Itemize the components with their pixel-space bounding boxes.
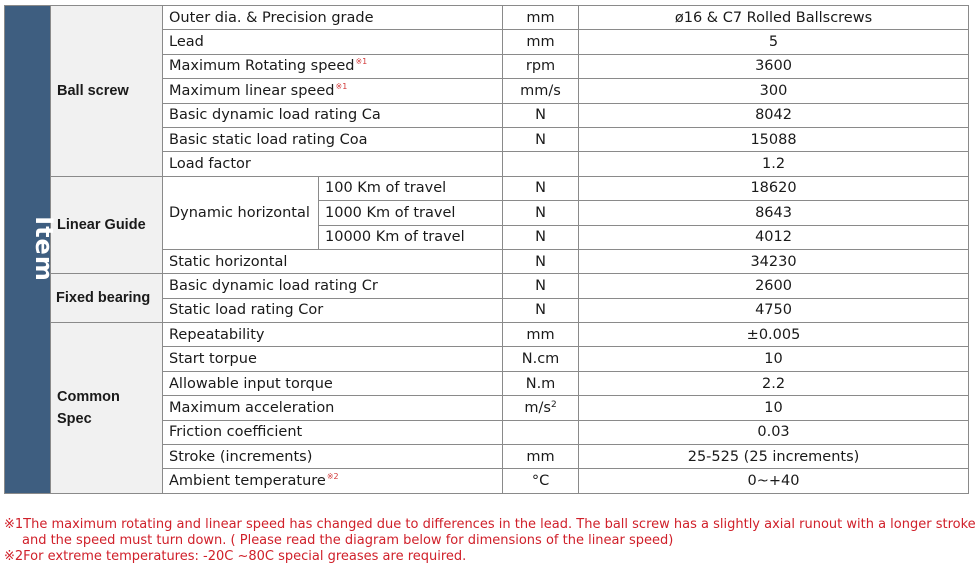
spec-value: 0.03 [579, 420, 969, 444]
spec-value: 1.2 [579, 152, 969, 176]
unit-text: m/s [524, 399, 551, 416]
spec-unit: mm [503, 30, 579, 54]
spec-value: 25-525 (25 increments) [579, 445, 969, 469]
travel-label: 10000 Km of travel [319, 225, 503, 249]
spec-unit: mm [503, 6, 579, 30]
spec-label [163, 469, 503, 493]
spec-value: 300 [579, 79, 969, 103]
spec-label: Static horizontal [163, 249, 503, 273]
spec-value: 3600 [579, 54, 969, 78]
spec-value: 10 [579, 396, 969, 420]
spec-label: Basic dynamic load rating Cr [163, 274, 503, 298]
spec-label: Friction coefficient [163, 420, 503, 444]
dynamic-horizontal-label: Dynamic horizontal [163, 176, 319, 249]
spec-label: Basic static load rating Coa [163, 127, 503, 151]
spec-unit: N [503, 127, 579, 151]
spec-label-text: Maximum linear speed [169, 82, 335, 99]
footnote-ref: ※2 [326, 472, 339, 482]
spec-value: ø16 & C7 Rolled Ballscrews [579, 6, 969, 30]
spec-value: 0~+40 [579, 469, 969, 493]
spec-label: Stroke (increments) [163, 445, 503, 469]
group-fixed-bearing: Fixed bearing [51, 274, 163, 323]
item-band [5, 6, 58, 494]
spec-table [4, 5, 969, 494]
spec-label [163, 79, 503, 103]
spec-label: Static load rating Cor [163, 298, 503, 322]
footnote-1-text: The maximum rotating and linear speed has changed due to differences in the lead. The ball screw has a slightly axial runout with a longer stroke [23, 517, 976, 532]
group-common-spec-line1: Common [57, 388, 120, 405]
spec-value: 15088 [579, 127, 969, 151]
table-row [5, 323, 969, 347]
group-linear-guide: Linear Guide [51, 176, 163, 274]
spec-value: 18620 [579, 176, 969, 200]
spec-label-text: Maximum Rotating speed [169, 58, 355, 75]
spec-label: Basic dynamic load rating Ca [163, 103, 503, 127]
footnote-ref: ※1 [335, 81, 348, 91]
table-row [5, 176, 969, 200]
footnote-1-mark: ※1 [4, 517, 24, 532]
spec-value: 5 [579, 30, 969, 54]
spec-unit: mm [503, 323, 579, 347]
spec-value: 4750 [579, 298, 969, 322]
spec-unit: mm/s [503, 79, 579, 103]
spec-unit [503, 396, 579, 420]
spec-value: 2.2 [579, 371, 969, 395]
travel-label: 100 Km of travel [319, 176, 503, 200]
spec-unit: N [503, 201, 579, 225]
group-common-spec-line2: Spec [57, 410, 92, 427]
spec-value: 4012 [579, 225, 969, 249]
spec-unit: °C [503, 469, 579, 493]
footnote-2 [4, 549, 466, 564]
spec-value: 34230 [579, 249, 969, 273]
spec-label: Start torpue [163, 347, 503, 371]
footnote-2-text: For extreme temperatures: -20C ~80C special greases are required. [23, 549, 467, 564]
table-row [5, 274, 969, 298]
spec-unit: N [503, 249, 579, 273]
spec-label: Lead [163, 30, 503, 54]
spec-label: Outer dia. & Precision grade [163, 6, 503, 30]
spec-unit: rpm [503, 54, 579, 78]
spec-unit: N.cm [503, 347, 579, 371]
footnote-1-line2: and the speed must turn down. ( Please read the diagram below for dimensions of the linear speed) [22, 533, 674, 548]
spec-unit: N [503, 176, 579, 200]
spec-unit: N [503, 103, 579, 127]
footnote-2-mark: ※2 [4, 549, 24, 564]
spec-unit [503, 420, 579, 444]
spec-value: 10 [579, 347, 969, 371]
footnote-ref: ※1 [355, 57, 368, 67]
spec-unit: N.m [503, 371, 579, 395]
spec-value: ±0.005 [579, 323, 969, 347]
group-common-spec [51, 323, 163, 494]
spec-value: 8042 [579, 103, 969, 127]
spec-unit: N [503, 225, 579, 249]
spec-label: Allowable input torque [163, 371, 503, 395]
spec-label [163, 54, 503, 78]
table-row [5, 6, 969, 30]
travel-label: 1000 Km of travel [319, 201, 503, 225]
spec-label: Load factor [163, 152, 503, 176]
footnote-1-line1 [4, 517, 976, 532]
spec-unit [503, 152, 579, 176]
spec-unit: N [503, 298, 579, 322]
spec-value: 2600 [579, 274, 969, 298]
unit-exponent: 2 [550, 399, 557, 410]
spec-value: 8643 [579, 201, 969, 225]
item-label: Item [29, 216, 58, 283]
group-ball-screw: Ball screw [51, 6, 163, 177]
spec-label: Repeatability [163, 323, 503, 347]
spec-label: Maximum acceleration [163, 396, 503, 420]
spec-unit: N [503, 274, 579, 298]
spec-unit: mm [503, 445, 579, 469]
spec-label-text: Ambient temperature [169, 473, 326, 490]
